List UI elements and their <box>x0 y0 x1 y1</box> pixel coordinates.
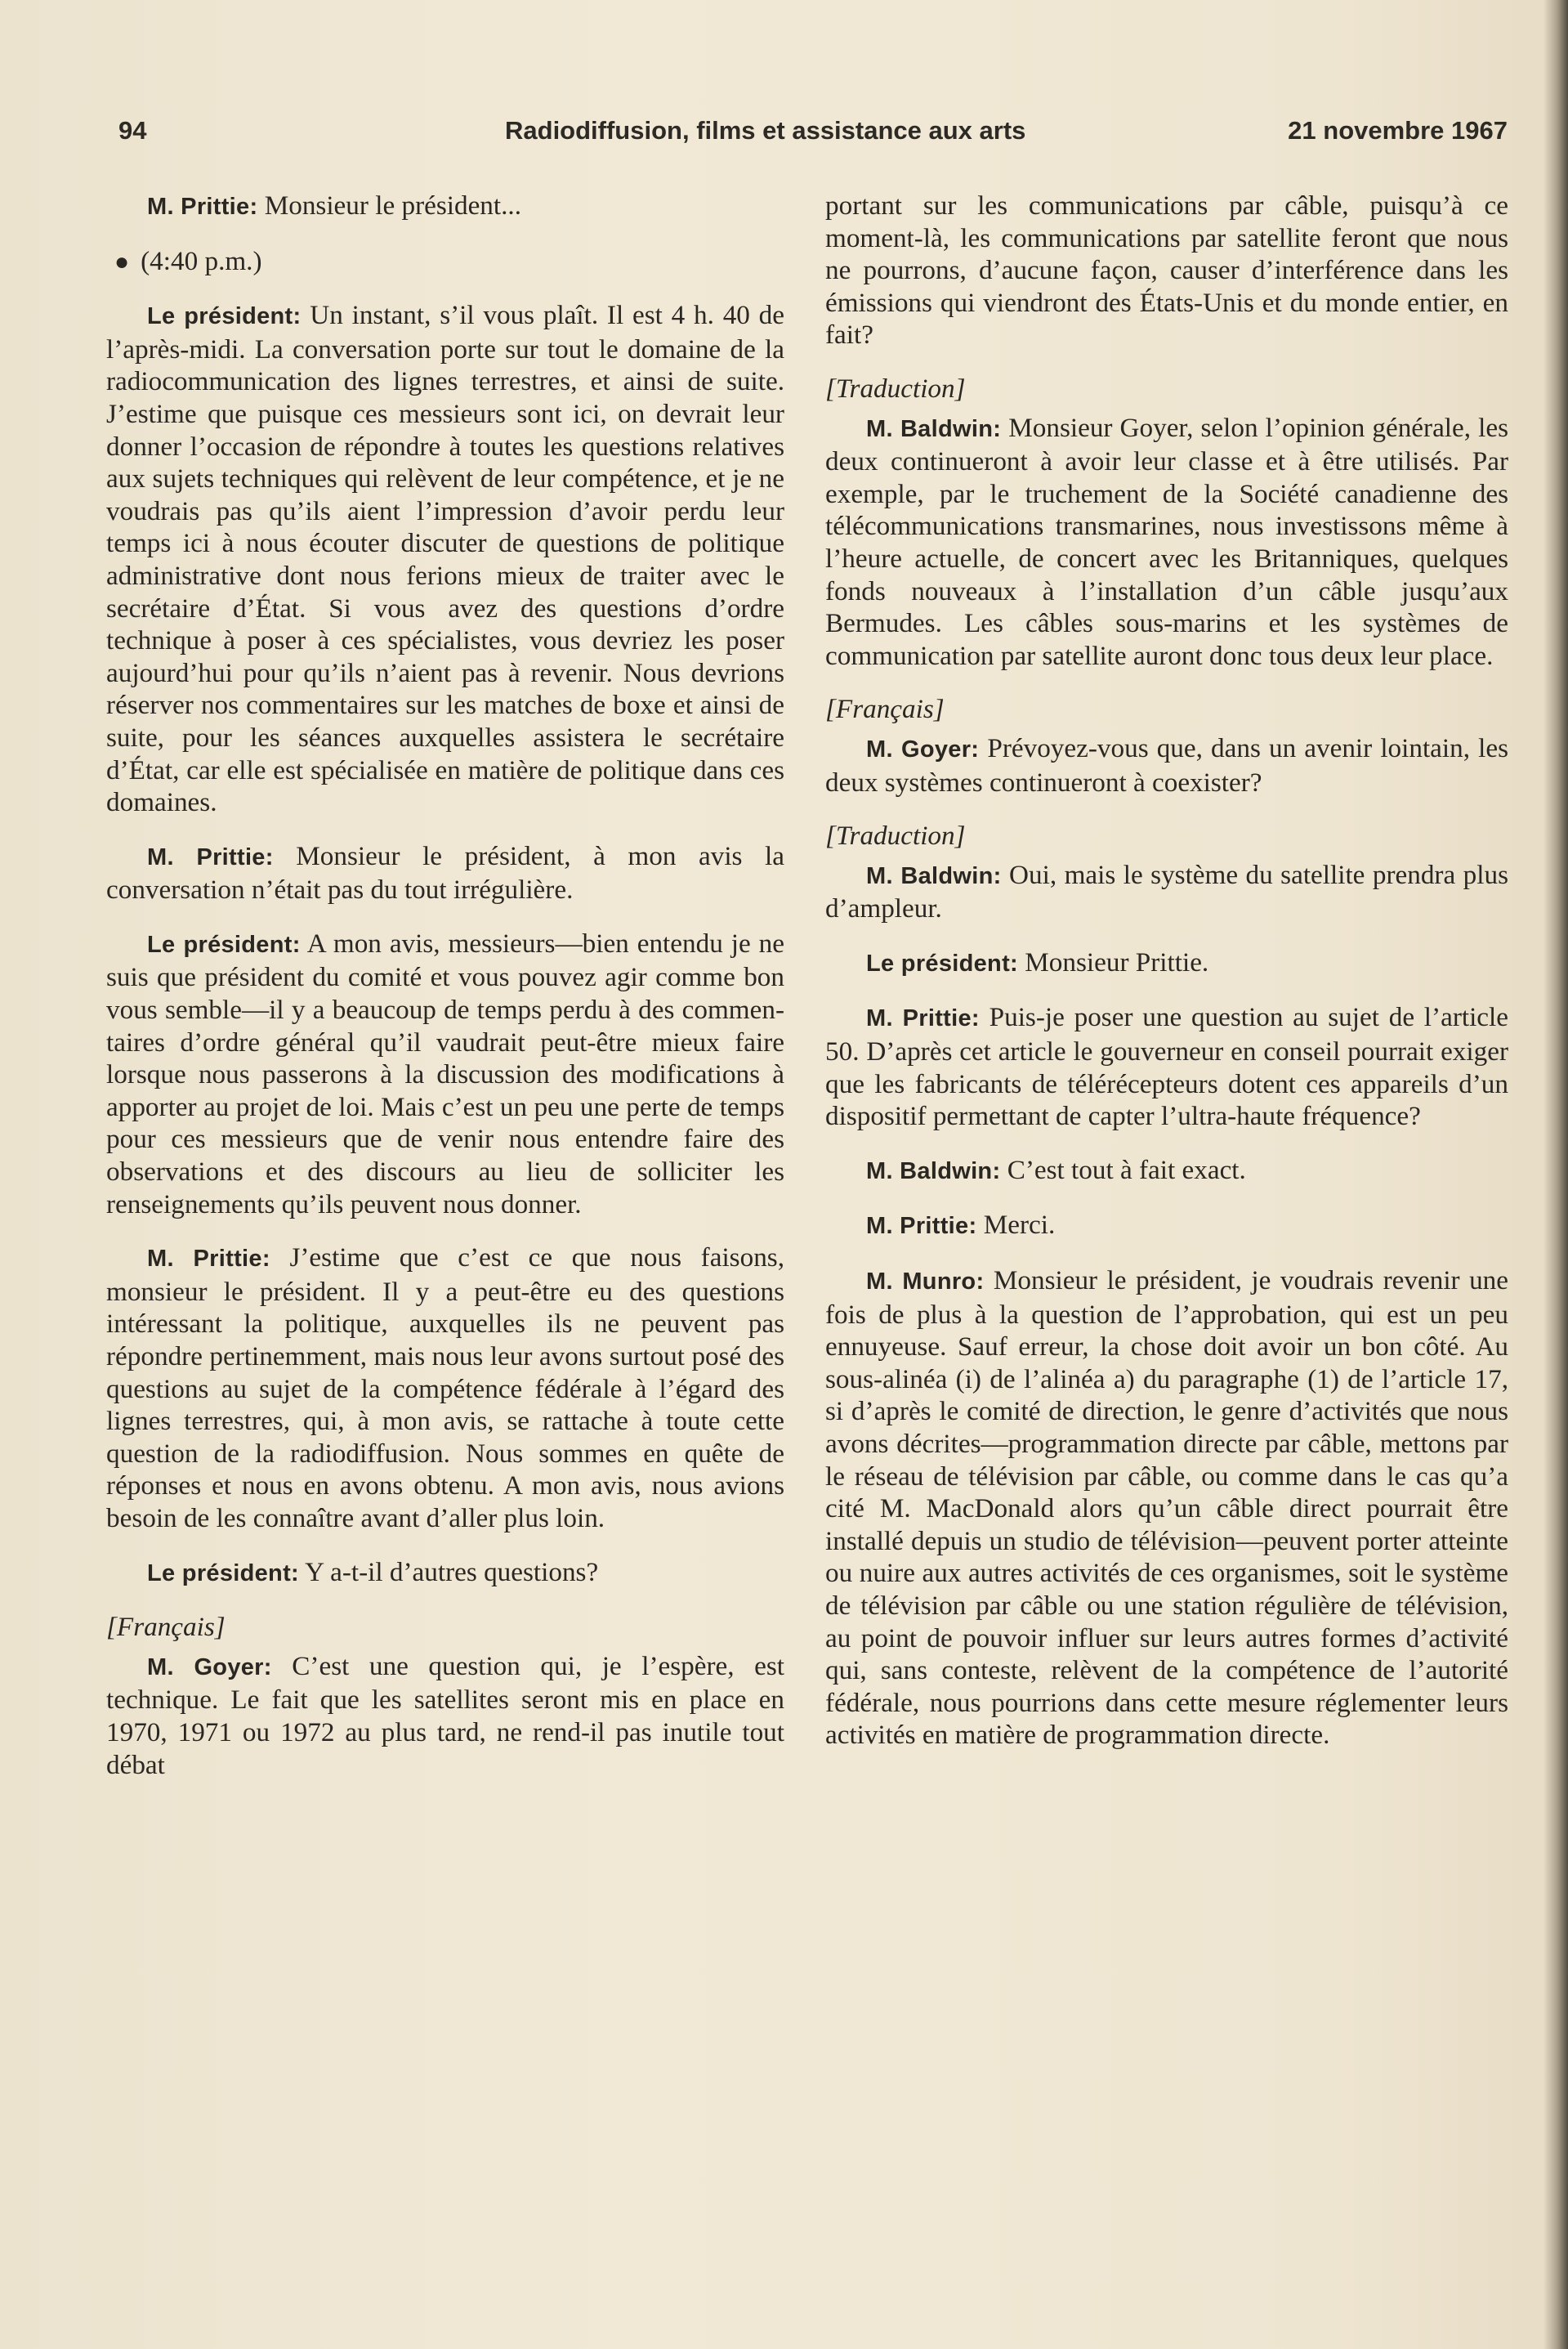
page-edge-shadow <box>1543 0 1568 2349</box>
paragraph-text: A mon avis, messieurs—bien entendu je ne suis que président du comité et vous pouvez agir comme bon vous semble—il y a beaucoup de temps perdu à des commentaires d’ordre général qu’il vaudrait peut-être mieux faire lorsque nous passerons à la discussion des modifications à apporter au projet de loi. Mais c’est un peu une perte de temps pour ces messieurs que de venir nous entendre faire des observations et des discours au lieu de solliciter les renseignements qu’ils peuvent nous donner. <box>106 928 784 1219</box>
paragraph-text: Merci. <box>976 1210 1056 1241</box>
paragraph <box>106 190 784 224</box>
language-marker: [Français] <box>825 694 945 725</box>
paragraph <box>825 1154 1508 1188</box>
publication-title: Radiodiffusion, films et assistance aux arts <box>505 116 1026 145</box>
paragraph <box>825 412 1508 673</box>
speaker-name: M. Prittie: <box>866 1005 980 1032</box>
language-marker: [Français] <box>106 1612 226 1643</box>
paragraph <box>825 946 1508 981</box>
paragraph-text: Puis-je poser une question au sujet de l’article 50. D’après cet article le gouverneur en conseil pourrait exiger que les fabricants de télérécepteurs dotent ces appareils d’un dispositif permettant de capter l’ultra-haute fréquence? <box>825 1002 1508 1132</box>
speaker-name: M. Goyer: <box>866 736 980 763</box>
paragraph <box>106 840 784 906</box>
paragraph-text: Prévoyez-vous que, dans un avenir lointain, les deux systèmes continueront à coexister? <box>825 732 1508 798</box>
paragraph-text: Monsieur le président, je voudrais revenir une fois de plus à la question de l’approbation, qui est un peu ennuyeuse. Sauf erreur, la chose doit avoir un bon côté. Au sous-alinéa (i) de l’alinéa a) du paragraphe (1) de l’article 17, si d’après le comité de direction, le genre d’activités que nous avons décrites—programmation directe par câble, mettons par le réseau de télévision par câble, ou comme dans le cas qu’a cité M. MacDonald alors qu’un câble direct pourrait être installé depuis un studio de télévision—peuvent porter atteinte ou nuire aux autres activités de ces organismes, soit le système de télévision par câble ou une station régulière de télévision, au point de pouvoir influer sur leurs autres formes d’activité qui, sans conteste, relèvent de la compétence de l’autorité fédérale, nous pourrions dans cette mesure réglementer leurs activités en matière de programmation directe. <box>825 1265 1508 1751</box>
paragraph <box>106 299 784 819</box>
time-stamp <box>106 245 784 279</box>
language-marker: [Traduction] <box>825 373 966 404</box>
speaker-name: M. Prittie: <box>147 843 274 870</box>
paragraph <box>106 1242 784 1534</box>
paragraph-text: J’estime que c’est ce que nous faisons, monsieur le président. Il y a peut-être eu des questions intéressant la politique, auxquelles ils ne peuvent pas répondre pertinemment, mais nous leur avons surtout posé des questions au sujet de la compétence fédérale à l’égard des lignes terrestres, qui, à mon avis, se rattache à toute cette question de la radiodiffusion. Nous sommes en quête de réponses et nous en avons obtenu. A mon avis, nous avions besoin de les connaître avant d’aller plus loin. <box>106 1242 785 1533</box>
speaker-name: Le président: <box>147 303 302 330</box>
paragraph <box>825 1264 1508 1752</box>
speaker-name: M. Baldwin: <box>866 415 1002 442</box>
speaker-name: M. Munro: <box>866 1268 985 1295</box>
running-header <box>118 116 1508 157</box>
paragraph <box>825 859 1508 925</box>
paragraph <box>825 732 1508 799</box>
paragraph-text: Oui, mais le système du satellite prendra plus d’ampleur. <box>825 859 1508 924</box>
paragraph <box>825 1001 1508 1132</box>
page-number: 94 <box>118 116 147 145</box>
bullet-icon: ● <box>114 248 130 275</box>
paragraph-text: Y a-t-il d’autres questions? <box>299 1556 599 1587</box>
speaker-name: Le président: <box>147 931 301 958</box>
speaker-name: Le président: <box>147 1559 299 1586</box>
speaker-name: M. Baldwin: <box>866 1157 1001 1184</box>
speaker-name: M. Prittie: <box>147 1246 270 1273</box>
left-column <box>106 190 784 1802</box>
paragraph <box>106 928 784 1220</box>
paragraph-text: Monsieur le président... <box>257 190 522 221</box>
paragraph <box>825 1209 1508 1243</box>
speaker-name: M. Baldwin: <box>866 862 1002 889</box>
speaker-name: Le président: <box>866 950 1018 977</box>
paragraph-text: Monsieur Prittie. <box>1018 946 1209 978</box>
paragraph-continuation: portant sur les communications par câble, puisqu’à ce moment-là, les communications par satellite feront que nous ne pourrons, d’aucune façon, causer d’interférence dans les émissions qui viendront des États-Unis et du monde entier, en fait? <box>825 190 1508 351</box>
paragraph <box>106 1556 784 1591</box>
paragraph-text: C’est une question qui, je l’espère, est technique. Le fait que les satellites seront mis en place en 1970, 1971 ou 1972 au plus tard, ne rend-il pas inutile tout débat <box>106 1650 784 1780</box>
paragraph-text: Monsieur Goyer, selon l’opinion générale, les deux continueront à avoir leur classe et à être utilisés. Par exemple, par le truchement de la Société canadienne des télécommunications transmarines, nous investissons même à l’heure actuelle, de concert avec les Britanniques, quelques fonds nouveaux à l’installation d’un câble jusqu’aux Bermudes. Les câbles sous-marins et les systèmes de communication par satellite auront donc tous deux leur place. <box>825 412 1508 671</box>
speaker-name: M. Prittie: <box>866 1213 977 1240</box>
paragraph-text: C’est tout à fait exact. <box>1000 1154 1246 1185</box>
paragraph-text: Monsieur le président, à mon avis la conversation n’était pas du tout irrégulière. <box>106 840 784 906</box>
time-text: (4:40 p.m.) <box>141 245 262 276</box>
speaker-name: M. Goyer: <box>147 1653 272 1680</box>
speaker-name: M. Prittie: <box>147 194 258 220</box>
header-date: 21 novembre 1967 <box>1288 116 1508 145</box>
paragraph <box>106 1650 784 1781</box>
paragraph-text: Un instant, s’il vous plaît. Il est 4 h. 40 de l’après-midi. La conversation porte sur tout le domaine de la radiocommunication des lignes terrestres, et ainsi de suite. J’estime que puisque ces messieurs sont ici, on devrait leur donner l’occasion de répondre à toutes les questions relatives aux sujets techniques qui relèvent de leur compétence, et je ne voudrais pas qu’ils aient l’impression d’avoir perdu leur temps ici à nous écouter discuter de questions de politique administrative dont nous ferions mieux de traiter avec le secrétaire d’État. Si vous avez des questions d’ordre technique à poser à ces spécialistes, vous devriez les poser aujourd’hui pour qu’ils n’aient pas à revenir. Nous devrions réserver nos commentaires sur les matches de boxe et ainsi de suite, pour les séances auxquelles assistera le secrétaire d’État, car elle est spécialisée en matière de politique dans ces domaines. <box>106 300 784 818</box>
language-marker: [Traduction] <box>825 821 966 852</box>
right-column <box>825 190 1508 1773</box>
